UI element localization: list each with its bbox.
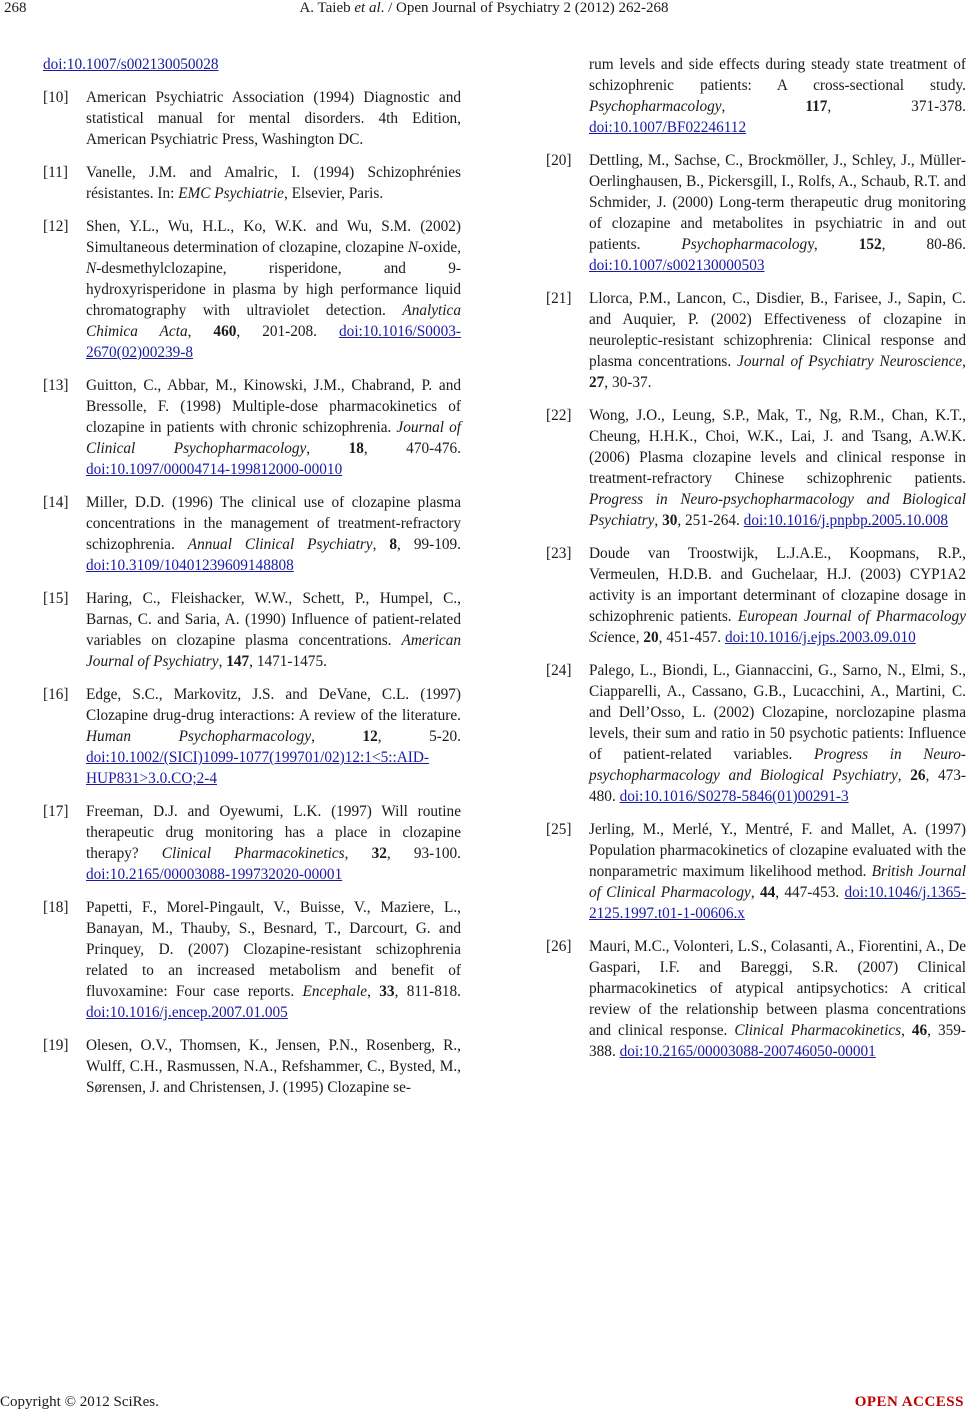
reference-volume: 32 <box>371 845 387 862</box>
reference-item <box>546 150 966 276</box>
reference-item <box>43 162 461 204</box>
reference-number: [10] <box>43 89 69 106</box>
reference-number: [15] <box>43 590 69 607</box>
reference-text: , 371-378. <box>827 98 966 115</box>
doi-link[interactable]: doi:10.1007/BF02246112 <box>589 119 747 136</box>
reference-text: Jerling, M., Merlé, Y., Mentré, F. and Mallet, A. (1997) Population pharmacokinetics of clozapine evaluated with the nonparametric maximum likelihood method. <box>589 821 966 880</box>
reference-text: Haring, C., Fleishacker, W.W., Schett, P., Humpel, C., Barnas, C. and Saria, A. (1990) Influence of patient-related variables on clozapine plasma concentrations. <box>86 590 461 649</box>
doi-link[interactable]: doi:10.1002/(SICI)1099-1077(199701/02)12:1<5::AID-HUP831>3.0.CO;2-4 <box>86 749 430 787</box>
reference-number: [17] <box>43 803 69 820</box>
doi-link[interactable]: doi:10.1016/S0003-2670(02)00239-8 <box>86 323 461 361</box>
reference-item <box>546 819 966 924</box>
reference-italic: N <box>407 239 419 256</box>
reference-volume: 12 <box>362 728 378 745</box>
reference-italic: European Journal of Pharmacology Sci <box>589 608 966 646</box>
reference-text: , <box>962 353 966 370</box>
reference-item <box>43 897 461 1023</box>
reference-italic: Clinical Pharmacokinetics <box>161 845 345 862</box>
running-head-journal: . / Open Journal of Psychiatry 2 (2012) 262-268 <box>380 0 669 16</box>
page-number: 268 <box>4 0 27 16</box>
reference-text: , 201-208. <box>236 323 340 340</box>
reference-text: rum levels and side effects during steady state treatment of schizophrenic patients: A cross-sectional study. <box>589 56 966 94</box>
reference-volume: 44 <box>759 884 776 901</box>
reference-volume: 147 <box>226 653 250 670</box>
reference-text: , 811-818. <box>394 983 462 1000</box>
reference-number: [11] <box>43 164 68 181</box>
right-column <box>546 54 966 1074</box>
reference-italic: N <box>86 260 97 277</box>
reference-volume: 18 <box>348 440 364 457</box>
doi-link[interactable]: doi:10.1016/j.ejps.2003.09.010 <box>724 629 916 646</box>
reference-text: , <box>367 983 380 1000</box>
doi-link[interactable]: doi:10.1007/s002130050028 <box>43 56 219 73</box>
reference-number: [26] <box>546 938 572 955</box>
doi-link[interactable]: doi:10.1016/j.encep.2007.01.005 <box>86 1004 288 1021</box>
reference-text: , 251-264. <box>677 512 744 529</box>
reference-text: Olesen, O.V., Thomsen, K., Jensen, P.N., Rosenberg, R., Wulff, C.H., Rasmussen, N.A., Refshammer, C., Bysted, M., Sørensen, J. and Christensen, J. (1995) Clozapine se- <box>86 1037 461 1096</box>
doi-link[interactable]: doi:10.2165/00003088-199732020-00001 <box>86 866 343 883</box>
reference-volume: 30 <box>662 512 678 529</box>
reference-item <box>546 405 966 531</box>
reference-italic: Analytica Chimica Acta <box>86 302 461 340</box>
reference-volume: 33 <box>379 983 395 1000</box>
reference-text: Llorca, P.M., Lancon, C., Disdier, B., Farisee, J., Sapin, C. and Auquier, P. (2002) Effectiveness of clozapine in neuroleptic-resistant schizophrenia: Clinical response and plasma concentrations. <box>589 290 966 370</box>
reference-italic: Journal of Psychiatry Neuroscience <box>737 353 963 370</box>
reference-text: Edge, S.C., Markovitz, J.S. and DeVane, C.L. (1997) Clozapine drug-drug interactions: A review of the literature. <box>86 686 461 724</box>
running-head <box>0 0 968 17</box>
reference-text: Papetti, F., Morel-Pingault, V., Buisse, V., Maziere, L., Banayan, M., Thauby, S., Besnard, T., Darcourt, G. and Prinquey, D. (2007) Clozapine-resistant schizophrenia related to an increased metabolism and benefit of fluvoxamine: Four case reports. <box>86 899 461 1000</box>
reference-text: , 473-480. <box>589 767 966 805</box>
reference-item <box>43 684 461 789</box>
reference-text: , <box>750 884 760 901</box>
reference-text: , <box>218 653 227 670</box>
reference-text: , <box>306 440 349 457</box>
reference-number: [16] <box>43 686 69 703</box>
reference-list-right <box>546 54 966 1062</box>
reference-text: Vanelle, J.M. and Amalric, I. (1994) Schizophrénies résistantes. In: <box>86 164 461 202</box>
doi-link[interactable]: doi:10.2165/00003088-200746050-00001 <box>619 1043 876 1060</box>
reference-item <box>43 87 461 150</box>
reference-volume: 26 <box>910 767 926 784</box>
reference-italic: EMC Psychiatrie <box>178 185 284 202</box>
reference-italic: Human Psychopharmacology <box>86 728 312 745</box>
reference-text: , <box>654 512 663 529</box>
reference-text: , <box>901 1022 912 1039</box>
reference-italic: American Journal of Psychiatry <box>86 632 461 670</box>
reference-text: , <box>187 323 214 340</box>
reference-text: Freeman, D.J. and Oyewumi, L.K. (1997) Will routine therapeutic drug monitoring has a place in clozapine therapy? <box>86 803 461 862</box>
reference-volume: 152 <box>858 236 882 253</box>
reference-item <box>546 936 966 1062</box>
doi-link[interactable]: doi:10.1097/00004714-199812000-00010 <box>86 461 343 478</box>
reference-item <box>546 288 966 393</box>
reference-text: Doude van Troostwijk, L.J.A.E., Koopmans, R.P., Vermeulen, H.D.B. and Guchelaar, H.J. (2003) CYP1A2 activity is an important determinant of clozapine dosage in schizophrenic patients. <box>589 545 966 625</box>
reference-text: -desmethylclozapine, risperidone, and 9-hydroxyrisperidone in plasma by high performance liquid chromatography with ultraviolet detection. <box>86 260 461 319</box>
reference-item <box>546 543 966 648</box>
reference-italic: Annual Clinical Psychiatry <box>187 536 373 553</box>
reference-text: ence, <box>607 629 644 646</box>
reference-text: , 470-476. <box>363 440 461 457</box>
reference-text: American Psychiatric Association (1994) Diagnostic and statistical manual for mental disorders. 4th Edition, American Psychiatric Press, Washington DC. <box>86 89 461 148</box>
running-head-et-al: et al <box>354 0 381 16</box>
reference-number: [23] <box>546 545 572 562</box>
reference-number: [14] <box>43 494 69 511</box>
reference-italic: Clinical Pharmacokinetics <box>734 1022 902 1039</box>
reference-italic: Psychopharmacolog <box>681 236 808 253</box>
reference-text: Palego, L., Biondi, L., Giannaccini, G., Sarno, N., Elmi, S., Ciapparelli, A., Cassano, G.B., Lucacchini, A., Martini, C. and Dell’Osso, L. (2002) Clozapine, norclozapine plasma levels, their sum and ratio in 50 psychotic patients: Influence of patient-related variables. <box>589 662 966 763</box>
reference-text: , Elsevier, Paris. <box>283 185 384 202</box>
reference-text: y, <box>807 236 859 253</box>
reference-text: , <box>721 98 806 115</box>
reference-text: Dettling, M., Sachse, C., Brockmöller, J., Schley, J., Müller-Oerlinghausen, B., Pickersgill, I., Rolfs, A., Schaub, R.T. and Schmider, J. (2000) Long-term therapeutic drug monitoring of clozapine and metabolites in psychiatric in and out patients. <box>589 152 966 253</box>
reference-text: , 1471-1475. <box>249 653 327 670</box>
reference-item <box>43 375 461 480</box>
reference-text: , 451-457. <box>658 629 725 646</box>
reference-number: [24] <box>546 662 572 679</box>
reference-volume: 117 <box>805 98 828 115</box>
reference-volume: 460 <box>213 323 237 340</box>
reference-item <box>43 492 461 576</box>
reference-text: , 30-37. <box>604 374 652 391</box>
reference-number: [18] <box>43 899 69 916</box>
reference-italic: Encephale <box>302 983 368 1000</box>
reference-volume: 46 <box>911 1022 928 1039</box>
reference-italic: Psychopharmacology <box>589 98 722 115</box>
reference-volume: 27 <box>589 374 605 391</box>
reference-text: , <box>311 728 363 745</box>
reference-italic: Progress in Neuro-psychopharmacology and Biological Psychiatry <box>589 491 966 529</box>
reference-item <box>546 54 966 138</box>
doi-link[interactable]: doi:10.1016/S0278-5846(01)00291-3 <box>619 788 849 805</box>
reference-italic: Progress in Neuro-psychopharmacology and Biological Psychiatry <box>589 746 966 784</box>
reference-number: [19] <box>43 1037 69 1054</box>
reference-text: , 447-453. <box>775 884 845 901</box>
reference-text: Guitton, C., Abbar, M., Kinowski, J.M., Chabrand, P. and Bressolle, F. (1998) Multiple-dose pharmacokinetics of clozapine in patients with chronic schizophrenia. <box>86 377 461 436</box>
reference-number: [12] <box>43 218 69 235</box>
reference-text: Wong, J.O., Leung, S.P., Mak, T., Ng, R.M., Chan, K.T., Cheung, H.H.K., Choi, W.K., Lai, J. and Tsang, A.W.K. (2006) Plasma clozapine levels and clinical response in treatment-refractory Chinese schizophrenic patients. <box>589 407 966 487</box>
reference-item <box>43 1035 461 1098</box>
reference-number: [13] <box>43 377 69 394</box>
reference-text: Mauri, M.C., Volonteri, L.S., Colasanti, A., Fiorentini, A., De Gaspari, I.F. and Bareggi, S.R. (2007) Clinical pharmacokinetics of atypical antipsychotics: A critical review of the relationship between plasma concentrations and clinical response. <box>589 938 966 1039</box>
reference-text: -oxide, <box>418 239 461 256</box>
reference-text: , <box>344 845 372 862</box>
lead-doi-line <box>43 54 461 75</box>
doi-link[interactable]: doi:10.1016/j.pnpbp.2005.10.008 <box>743 512 949 529</box>
reference-volume: 20 <box>643 629 659 646</box>
reference-number: [20] <box>546 152 572 169</box>
reference-italic: British Journal of Clinical Pharmacology <box>589 863 967 901</box>
footer-copyright: Copyright © 2012 SciRes. <box>0 1394 159 1410</box>
reference-number: [21] <box>546 290 572 307</box>
reference-text: , <box>372 536 390 553</box>
running-head-authors: A. Taieb <box>299 0 351 16</box>
reference-item <box>43 216 461 363</box>
reference-text: Shen, Y.L., Wu, H.L., Ko, W.K. and Wu, S.M. (2002) Simultaneous determination of clozapine, clozapine <box>86 218 461 256</box>
reference-item <box>43 588 461 672</box>
doi-link[interactable]: doi:10.1007/s002130000503 <box>589 257 765 274</box>
reference-text: , 5-20. <box>377 728 462 745</box>
reference-number: [25] <box>546 821 572 838</box>
reference-item <box>43 801 461 885</box>
reference-text: , 359-388. <box>589 1022 966 1060</box>
doi-link[interactable]: doi:10.1046/j.1365-2125.1997.t01-1-00606.x <box>589 884 966 922</box>
reference-list-left <box>43 87 461 1098</box>
reference-text: Miller, D.D. (1996) The clinical use of clozapine plasma concentrations in the management of treatment-refractory schizophrenia. <box>86 494 461 553</box>
reference-italic: Journal of Clinical Psychopharmacology <box>86 419 461 457</box>
reference-number: [22] <box>546 407 572 424</box>
reference-text: , 80-86. <box>881 236 966 253</box>
doi-link[interactable]: doi:10.3109/10401239609148808 <box>86 557 294 574</box>
reference-text: , <box>897 767 911 784</box>
reference-item <box>546 660 966 807</box>
reference-text: , 93-100. <box>386 845 461 862</box>
footer-open-access: OPEN ACCESS <box>854 1394 964 1410</box>
reference-text: , 99-109. <box>397 536 461 553</box>
reference-volume: 8 <box>389 536 398 553</box>
left-column <box>43 54 461 1110</box>
